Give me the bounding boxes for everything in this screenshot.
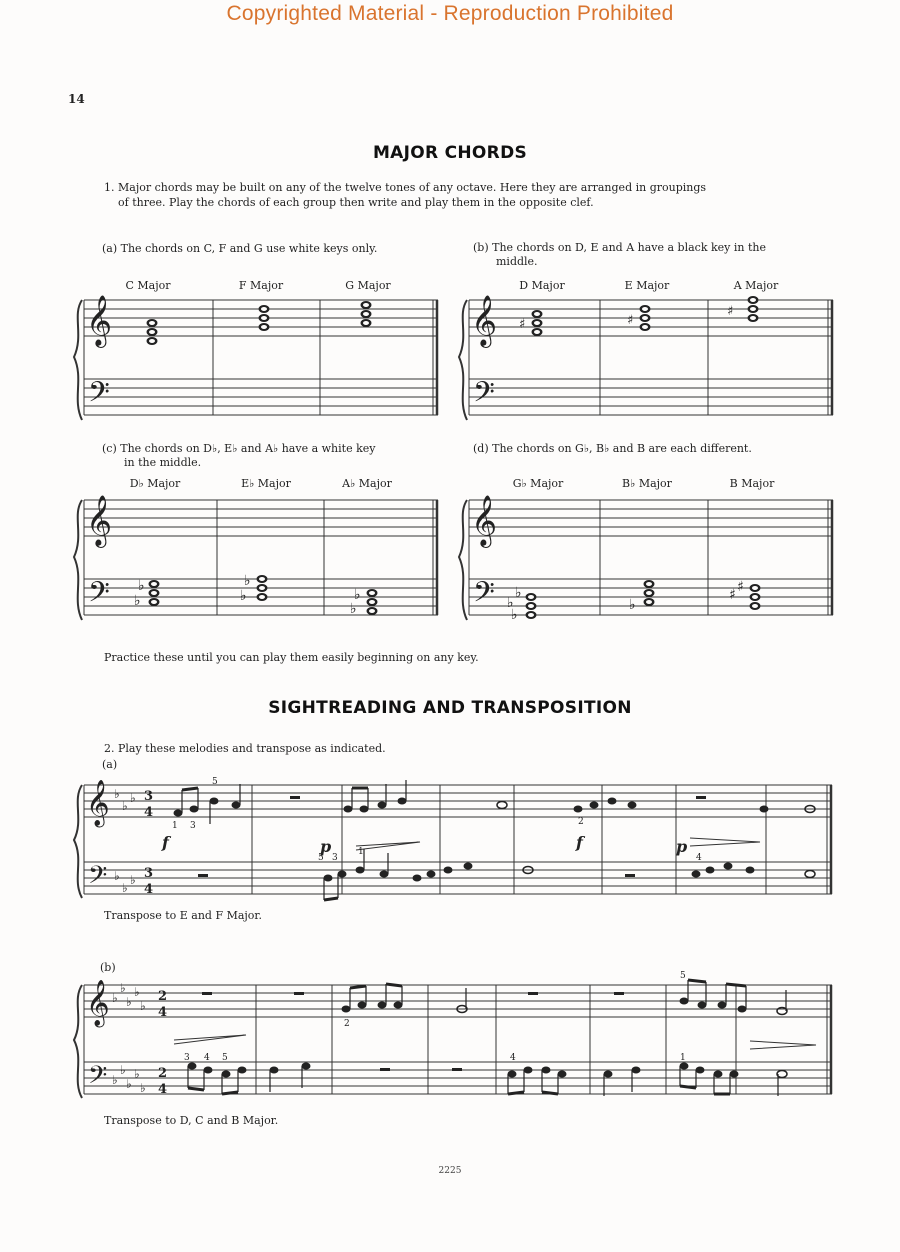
grand-staff-c: [70, 495, 450, 625]
svg-text:𝄞: 𝄞: [86, 495, 113, 546]
svg-text:♭: ♭: [120, 981, 126, 995]
melody-a-label: (a): [102, 758, 118, 771]
svg-text:♭: ♭: [511, 607, 518, 623]
svg-text:♭: ♭: [134, 985, 140, 999]
group-d-caption: (d) The chords on G♭, B♭ and B are each different.: [473, 442, 752, 455]
svg-text:𝄢: 𝄢: [88, 376, 110, 416]
svg-text:2: 2: [158, 989, 168, 1004]
svg-text:♭: ♭: [130, 791, 136, 805]
footer-code: 2225: [438, 1166, 462, 1176]
svg-text:♭: ♭: [138, 578, 145, 594]
svg-text:♭: ♭: [112, 1073, 118, 1087]
svg-text:4: 4: [158, 1005, 168, 1020]
svg-text:𝄞: 𝄞: [471, 495, 498, 546]
svg-text:𝄢: 𝄢: [473, 376, 495, 416]
chord-label: F Major: [238, 279, 284, 292]
svg-text:♭: ♭: [126, 995, 132, 1009]
svg-text:f: f: [576, 833, 583, 852]
svg-text:5: 5: [212, 777, 218, 787]
group-c-caption: (c) The chords on D♭, E♭ and A♭ have a white key: [102, 442, 376, 455]
svg-text:♭: ♭: [122, 881, 128, 895]
svg-text:𝄞: 𝄞: [86, 780, 110, 826]
svg-text:𝄞: 𝄞: [86, 295, 113, 346]
melody-b-staff: [70, 971, 840, 1105]
svg-text:𝄢: 𝄢: [473, 576, 495, 616]
svg-text:𝄢: 𝄢: [88, 576, 110, 616]
svg-text:♭: ♭: [134, 1067, 140, 1081]
grand-staff-a: [70, 295, 450, 425]
chord-label: C Major: [125, 279, 171, 292]
svg-text:1: 1: [358, 847, 364, 857]
group-c-caption-2: in the middle.: [124, 456, 202, 469]
svg-text:♯: ♯: [627, 313, 634, 328]
intro-line-2: of three. Play the chords of each group then write and play them in the opposite clef.: [118, 196, 594, 209]
svg-text:♭: ♭: [120, 1063, 126, 1077]
grand-staff-b: [455, 295, 840, 425]
section2-intro: 2. Play these melodies and transpose as indicated.: [104, 742, 386, 755]
svg-text:3: 3: [144, 789, 154, 804]
chord-label: E Major: [624, 279, 670, 292]
page-number: 14: [68, 92, 85, 106]
chord-label: B Major: [729, 477, 775, 490]
svg-text:4: 4: [696, 853, 702, 863]
svg-text:5: 5: [222, 1053, 228, 1063]
grand-staff-d: [455, 495, 840, 625]
svg-text:3: 3: [190, 821, 196, 831]
svg-text:5: 5: [680, 971, 686, 981]
svg-text:1: 1: [680, 1053, 686, 1063]
svg-text:♭: ♭: [350, 601, 357, 617]
svg-text:♭: ♭: [140, 999, 146, 1013]
svg-text:p: p: [320, 837, 332, 856]
svg-text:♭: ♭: [134, 593, 141, 609]
svg-text:♭: ♭: [126, 1077, 132, 1091]
chord-label: D♭ Major: [129, 477, 181, 490]
svg-text:2: 2: [578, 817, 584, 827]
melody-b-transpose: Transpose to D, C and B Major.: [104, 1114, 279, 1127]
svg-text:♭: ♭: [122, 799, 128, 813]
section-title-major-chords: MAJOR CHORDS: [372, 143, 528, 163]
svg-text:4: 4: [144, 805, 154, 820]
group-b-caption: (b) The chords on D, E and A have a black key in the: [473, 241, 766, 254]
svg-text:3: 3: [184, 1053, 190, 1063]
svg-text:♭: ♭: [240, 588, 247, 604]
svg-text:♯: ♯: [519, 317, 526, 332]
svg-text:p: p: [676, 837, 688, 856]
svg-text:3: 3: [332, 853, 338, 863]
svg-text:4: 4: [204, 1053, 210, 1063]
chord-label: A♭ Major: [342, 477, 392, 490]
svg-text:♭: ♭: [515, 585, 522, 601]
svg-text:♯: ♯: [737, 579, 744, 595]
svg-text:4: 4: [158, 1082, 168, 1097]
svg-text:𝄢: 𝄢: [88, 1061, 108, 1096]
svg-text:♭: ♭: [629, 597, 636, 613]
section-title-sightreading: SIGHTREADING AND TRANSPOSITION: [268, 698, 632, 718]
svg-text:𝄞: 𝄞: [86, 980, 110, 1026]
chord-label: G♭ Major: [512, 477, 564, 490]
svg-text:3: 3: [144, 866, 154, 881]
chord-label: B♭ Major: [622, 477, 672, 490]
svg-text:2: 2: [158, 1066, 168, 1081]
melody-a-staff: [70, 777, 840, 905]
svg-text:♭: ♭: [114, 787, 120, 801]
practice-note: Practice these until you can play them easily beginning on any key.: [104, 651, 479, 664]
svg-text:2: 2: [344, 1019, 350, 1029]
svg-text:♭: ♭: [244, 573, 251, 589]
melody-a-transpose: Transpose to E and F Major.: [104, 909, 262, 922]
group-b-caption-2: middle.: [496, 255, 538, 268]
svg-text:♭: ♭: [354, 587, 361, 603]
group-a-caption: (a) The chords on C, F and G use white keys only.: [102, 242, 378, 255]
chord-label: E♭ Major: [241, 477, 291, 490]
svg-text:𝄢: 𝄢: [88, 861, 108, 896]
svg-text:𝄞: 𝄞: [471, 295, 498, 346]
svg-text:♭: ♭: [130, 873, 136, 887]
svg-text:1: 1: [172, 821, 178, 831]
svg-text:♭: ♭: [114, 869, 120, 883]
svg-text:4: 4: [144, 882, 154, 897]
svg-text:♭: ♭: [140, 1081, 146, 1095]
svg-text:f: f: [162, 833, 169, 852]
svg-text:♯: ♯: [729, 587, 736, 603]
chord-label: G Major: [345, 279, 391, 292]
chord-label: A Major: [733, 279, 779, 292]
svg-text:4: 4: [510, 1053, 516, 1063]
svg-text:♭: ♭: [112, 991, 118, 1005]
melody-b-label: (b): [100, 961, 116, 974]
intro-line-1: 1. Major chords may be built on any of the twelve tones of any octave. Here they are arranged in groupings: [104, 181, 707, 194]
watermark: Copyrighted Material - Reproduction Prohibited: [226, 2, 674, 25]
chord-label: D Major: [519, 279, 565, 292]
svg-text:♯: ♯: [727, 304, 734, 319]
svg-text:♭: ♭: [507, 595, 514, 611]
svg-text:5: 5: [318, 853, 324, 863]
